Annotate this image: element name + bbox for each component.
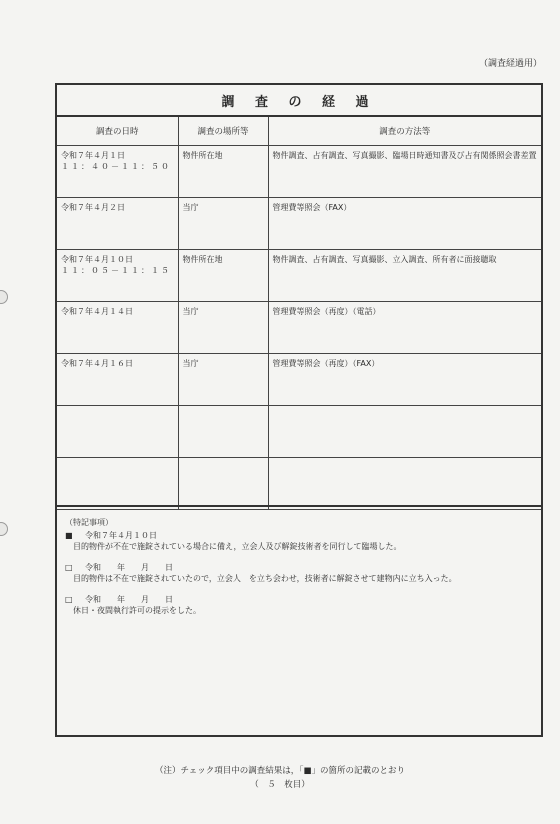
date-text: 令和７年４月１日 (61, 151, 125, 160)
method-cell: 管理費等照会（FAX） (268, 198, 541, 250)
column-header-datetime: 調査の日時 (57, 117, 178, 146)
date-text: 令和７年４月２日 (61, 203, 125, 212)
datetime-cell (57, 302, 178, 354)
note-text: 目的物件は不在で施錠されていたので，立会人 を立ち会わせ，技術者に解錠させて建物内に立ち入った。 (73, 574, 457, 583)
time-text: １１：４０－１１：５０ (61, 162, 171, 171)
note-text: 目的物件が不在で施錠されている場合に備え，立会人及び解錠技術者を同行して臨場した。 (73, 542, 402, 551)
place-cell: 物件所在地 (178, 250, 268, 302)
table-row (57, 198, 541, 250)
note-date: 令和 年 月 日 (85, 595, 173, 604)
note-date: 令和７年４月１０日 (85, 531, 157, 540)
checkbox-checked-icon: ■ (65, 531, 73, 540)
punch-hole-icon (0, 522, 8, 536)
notes-heading: （特記事項） (65, 518, 113, 527)
date-text: 令和７年４月１４日 (61, 307, 133, 316)
investigation-form (55, 83, 543, 737)
place-cell: 当庁 (178, 354, 268, 406)
date-text: 令和７年４月１０日 (61, 255, 133, 264)
column-header-method: 調査の方法等 (268, 117, 541, 146)
method-cell: 物件調査、占有調査、写真撮影、立入調査、所有者に面接聴取 (268, 250, 541, 302)
note-date: 令和 年 月 日 (85, 563, 173, 572)
punch-hole-icon (0, 290, 8, 304)
method-cell: 管理費等照会（再度）（FAX） (268, 354, 541, 406)
datetime-cell (57, 198, 178, 250)
investigation-table (57, 117, 541, 510)
method-cell (268, 406, 541, 458)
checkbox-empty-icon: □ (65, 595, 73, 604)
table-row (57, 354, 541, 406)
place-cell: 当庁 (178, 198, 268, 250)
note-item (65, 594, 533, 616)
place-cell: 物件所在地 (178, 146, 268, 198)
footer-note: （注）チェック項目中の調査結果は，「■」の箇所の記載のとおり (154, 766, 406, 776)
table-row (57, 146, 541, 198)
table-row (57, 250, 541, 302)
place-cell (178, 406, 268, 458)
datetime-cell (57, 146, 178, 198)
column-header-place: 調査の場所等 (178, 117, 268, 146)
table-header-row (57, 117, 541, 146)
method-cell: 管理費等照会（再度）（電話） (268, 302, 541, 354)
table-row (57, 406, 541, 458)
datetime-cell (57, 354, 178, 406)
datetime-cell (57, 458, 178, 510)
time-text: １１：０５－１１：１５ (61, 266, 171, 275)
checkbox-empty-icon: □ (65, 563, 73, 572)
form-title: 調 査 の 経 過 (57, 85, 541, 117)
table-row (57, 302, 541, 354)
datetime-cell (57, 406, 178, 458)
place-cell (178, 458, 268, 510)
note-item (65, 562, 533, 584)
page-number: （ ５ 枚目） (250, 780, 310, 790)
method-cell: 物件調査、占有調査、写真撮影、臨場日時通知書及び占有関係照会書差置 (268, 146, 541, 198)
datetime-cell (57, 250, 178, 302)
special-notes-section (57, 505, 541, 735)
note-item (65, 530, 533, 552)
form-type-label: （調査経過用） (478, 59, 542, 69)
note-text: 休日・夜間執行許可の提示をした。 (73, 606, 201, 615)
method-cell (268, 458, 541, 510)
table-row (57, 458, 541, 510)
place-cell: 当庁 (178, 302, 268, 354)
date-text: 令和７年４月１６日 (61, 359, 133, 368)
